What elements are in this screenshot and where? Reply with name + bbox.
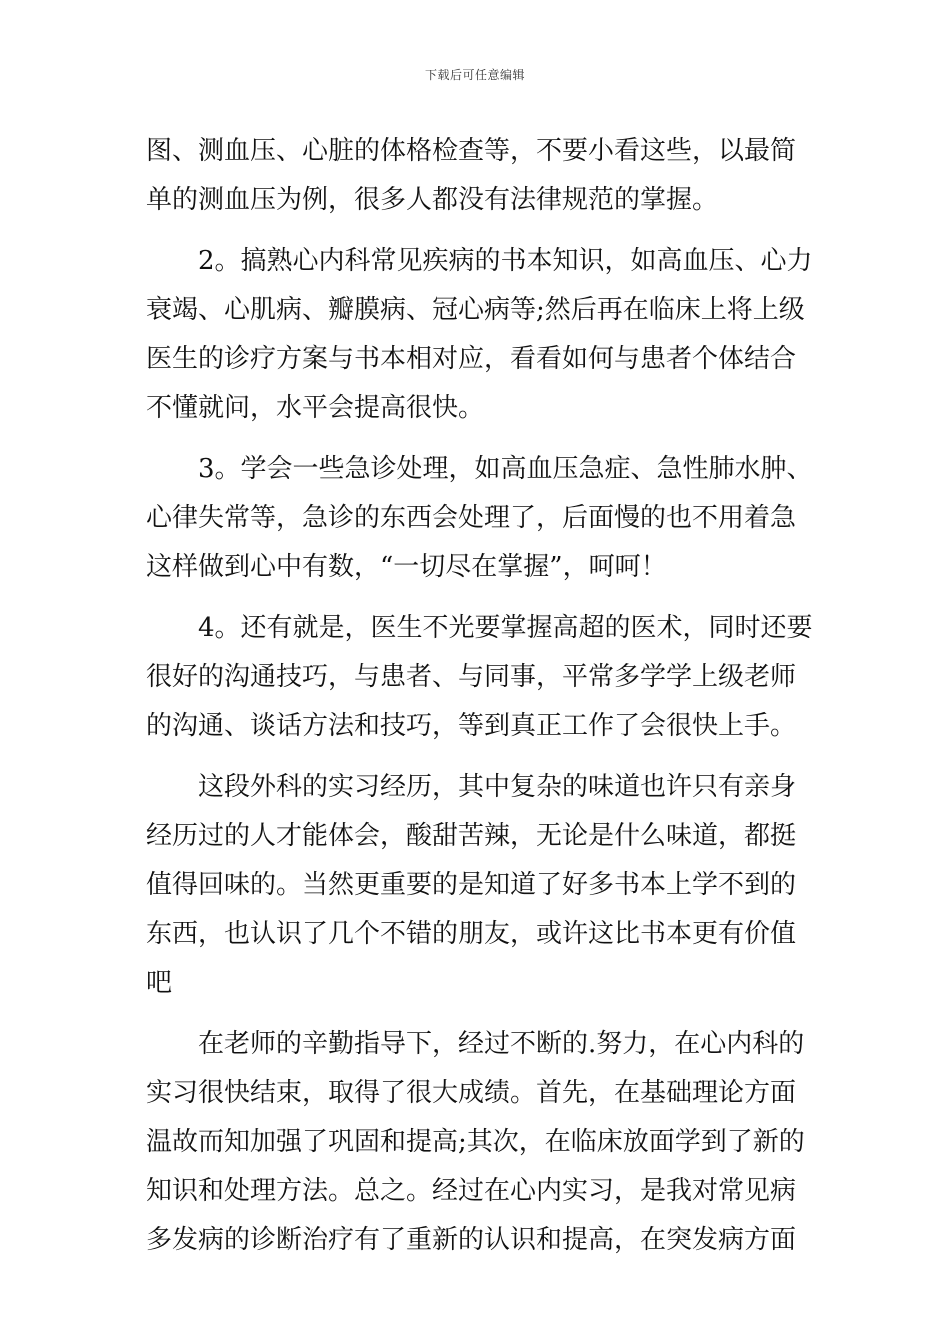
text-line: 在老师的辛勤指导下，经过不断的.努力，在心内科的 bbox=[198, 1029, 805, 1059]
paragraph-item-4 bbox=[146, 604, 813, 751]
text-line: 吧 bbox=[146, 968, 173, 998]
text-line: 知识和处理方法。总之。经过在心内实习，是我对常见病 bbox=[146, 1176, 797, 1206]
text-line: 不懂就问，水平会提高很快。 bbox=[146, 393, 485, 423]
paragraph-item-3 bbox=[146, 445, 813, 592]
paragraph-item-2 bbox=[146, 237, 813, 433]
text-line: 这段外科的实习经历，其中复杂的味道也许只有亲身 bbox=[198, 772, 797, 802]
paragraph-cardiology-summary bbox=[146, 1020, 810, 1265]
text-line: 3。学会一些急诊处理，如高血压急症、急性肺水肿、 bbox=[198, 454, 813, 484]
text-line: 4。还有就是，医生不光要掌握高超的医术，同时还要 bbox=[198, 613, 813, 643]
text-line: 多发病的诊断治疗有了重新的认识和提高，在突发病方面 bbox=[146, 1225, 797, 1255]
text-line: 这样做到心中有数，“一切尽在掌握”，呵呵！ bbox=[146, 552, 667, 582]
text-line: 医生的诊疗方案与书本相对应，看看如何与患者个体结合 bbox=[146, 344, 797, 374]
text-line: 很好的沟通技巧，与患者、与同事，平常多学学上级老师 bbox=[146, 662, 797, 692]
page-header: 下载后可任意编辑 bbox=[424, 68, 525, 82]
text-line: 图、测血压、心脏的体格检查等，不要小看这些，以最简 bbox=[146, 136, 797, 166]
text-line: 心律失常等，急诊的东西会处理了，后面慢的也不用着急 bbox=[146, 503, 797, 533]
text-line: 的沟通、谈话方法和技巧，等到真正工作了会很快上手。 bbox=[146, 711, 797, 741]
text-line: 值得回味的。当然更重要的是知道了好多书本上学不到的 bbox=[146, 870, 797, 900]
text-line: 经历过的人才能体会，酸甜苦辣，无论是什么味道，都挺 bbox=[146, 821, 797, 851]
text-line: 2。搞熟心内科常见疾病的书本知识，如高血压、心力 bbox=[198, 246, 813, 276]
text-line: 衰竭、心肌病、瓣膜病、冠心病等;然后再在临床上将上级 bbox=[146, 295, 805, 325]
paragraph-surgery-reflection bbox=[146, 763, 810, 1008]
text-line: 东西，也认识了几个不错的朋友，或许这比书本更有价值 bbox=[146, 919, 797, 949]
text-line: 单的测血压为例，很多人都没有法律规范的掌握。 bbox=[146, 185, 719, 215]
text-line: 实习很快结束，取得了很大成绩。首先，在基础理论方面 bbox=[146, 1078, 797, 1108]
document-body bbox=[146, 127, 813, 1265]
text-line: 温故而知加强了巩固和提高;其次，在临床放面学到了新的 bbox=[146, 1127, 805, 1157]
paragraph-continuation bbox=[146, 127, 810, 225]
